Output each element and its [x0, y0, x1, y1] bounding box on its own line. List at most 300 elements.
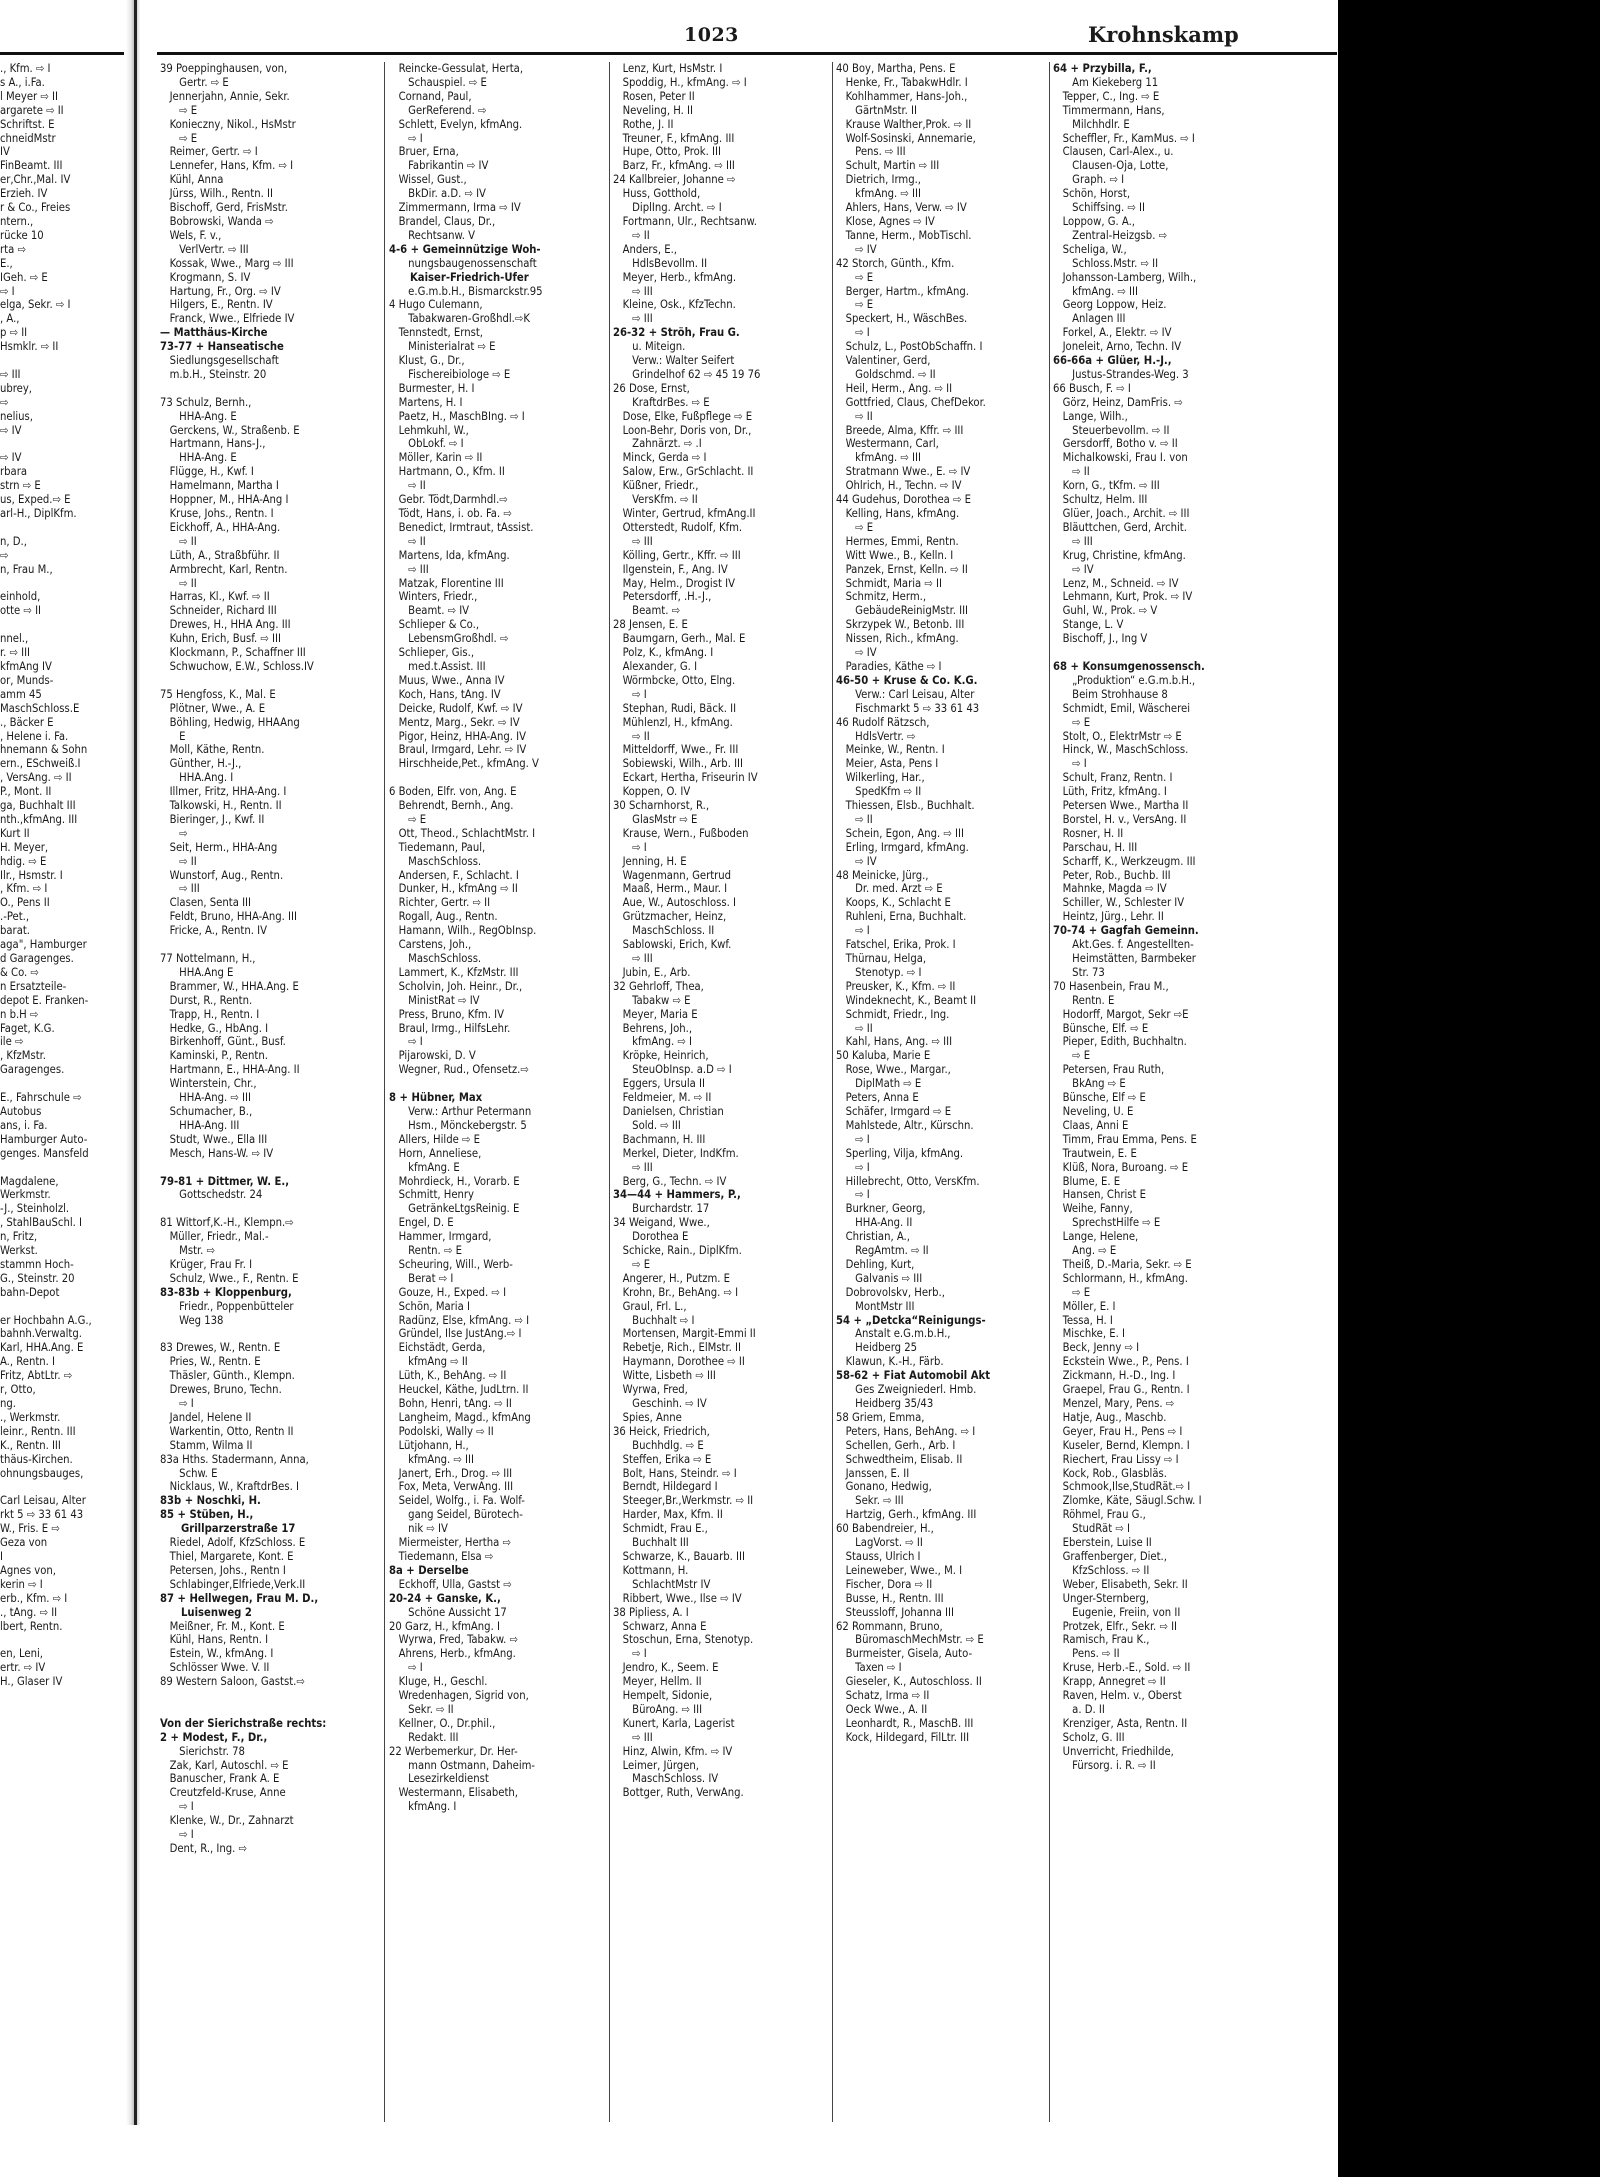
directory-entry-line: 20 Garz, H., kfmAng. I — [389, 1619, 500, 1633]
directory-entry-line: Kurt II — [0, 826, 30, 840]
directory-entry-line: 83b + Noschki, H. — [160, 1494, 261, 1508]
directory-entry-line: ⇨ I — [836, 924, 870, 938]
directory-entry-line: Behrendt, Bernh., Ang. — [389, 799, 514, 813]
scan-bottom-margin — [0, 2125, 1338, 2177]
directory-entry-line: Fricke, A., Rentn. IV — [160, 924, 267, 938]
directory-entry-line: Krohn, Br., BehAng. ⇨ I — [613, 1285, 739, 1299]
directory-entry-line: -J., Steinholzl. — [0, 1202, 70, 1216]
directory-entry-line: Tiedemann, Elsa ⇨ — [389, 1549, 494, 1563]
directory-entry-line: Dunker, H., kfmAng ⇨ II — [389, 882, 518, 896]
directory-entry-line: Fritz, AbtLtr. ⇨ — [0, 1369, 73, 1383]
directory-entry-line: Dobrovolskv, Herb., — [836, 1285, 945, 1299]
directory-entry-line: kfmAng. ⇨ I — [613, 1035, 692, 1049]
directory-entry-line: Witt Wwe., B., Kelln. I — [836, 548, 954, 562]
directory-entry-line: Lange, Helene, — [1053, 1230, 1139, 1244]
directory-entry-line — [160, 1689, 380, 1703]
directory-entry-line: HdlsVertr. ⇨ — [836, 729, 916, 743]
directory-entry-line: Neveling, H. II — [613, 103, 693, 117]
directory-entry-line: ⇨ IV — [1053, 562, 1094, 576]
directory-entry-line: Winters, Friedr., — [389, 590, 478, 604]
directory-entry-line: ⇨ III — [0, 367, 21, 381]
directory-entry-line: Dr. med. Arzt ⇨ E — [836, 882, 943, 896]
directory-entry-line: Huss, Gotthold, — [613, 187, 701, 201]
directory-entry-line: Dose, Elke, Fußpflege ⇨ E — [613, 409, 753, 423]
directory-entry-line: Richter, Gertr. ⇨ II — [389, 896, 491, 910]
directory-entry-line: Rentn. E — [1053, 993, 1115, 1007]
directory-entry-line: Tabakw ⇨ E — [613, 993, 691, 1007]
directory-entry-line: Studt, Wwe., Ella III — [160, 1132, 268, 1146]
directory-entry-line: ⇨ E — [160, 131, 198, 145]
directory-entry-line: Schön, Maria I — [389, 1299, 470, 1313]
directory-entry-line: ⇨ E — [1053, 1285, 1091, 1299]
directory-entry-line: BkDir. a.D. ⇨ IV — [389, 187, 486, 201]
directory-entry-line: Hansen, Christ E — [1053, 1188, 1147, 1202]
directory-entry-line: Am Kiekeberg 11 — [1053, 75, 1159, 89]
directory-entry-line: a. D. II — [1053, 1702, 1105, 1716]
directory-entry-line: ⇨ III — [160, 882, 200, 896]
directory-entry-line — [160, 1327, 380, 1341]
directory-entry-line: Lüth, K., BehAng. ⇨ II — [389, 1369, 507, 1383]
directory-entry-line: Schulz, L., PostObSchaffn. I — [836, 340, 983, 354]
directory-entry-line: Mitteldorff, Wwe., Fr. III — [613, 743, 739, 757]
directory-entry-line: kfmAng. I — [389, 1800, 457, 1814]
directory-entry-line: Meier, Asta, Pens I — [836, 757, 939, 771]
directory-entry-line: Nissen, Rich., kfmAng. — [836, 632, 959, 646]
directory-entry-line: Eugenie, Freiin, von II — [1053, 1605, 1181, 1619]
directory-entry-line: Flügge, H., Kwf. I — [160, 465, 254, 479]
directory-entry-line: Blume, E. E — [1053, 1174, 1121, 1188]
directory-entry-line: Theiß, D.-Maria, Sekr. ⇨ E — [1053, 1257, 1192, 1271]
directory-entry-line: Zickmann, H.-D., Ing. I — [1053, 1369, 1176, 1383]
directory-entry-line: HHA.Ang E — [160, 965, 234, 979]
directory-entry-line: Anlagen III — [1053, 312, 1126, 326]
directory-entry-line: Pries, W., Rentn. E — [160, 1355, 261, 1369]
directory-entry-line: Garagenges. — [0, 1063, 65, 1077]
directory-entry-line: Estein, W., kfmAng. I — [160, 1647, 274, 1661]
directory-entry-line: Scholz, G. III — [1053, 1730, 1125, 1744]
directory-entry-line: Schwarze, K., Bauarb. III — [613, 1549, 745, 1563]
directory-entry-line: Erling, Irmgard, kfmAng. — [836, 840, 969, 854]
directory-entry-line: ⇨ II — [160, 534, 197, 548]
directory-entry-line: Grindelhof 62 ⇨ 45 19 76 — [613, 367, 761, 381]
directory-entry-line: ubrey, — [0, 381, 33, 395]
directory-entry-line: Rebetje, Rich., ElMstr. II — [613, 1341, 741, 1355]
directory-entry-line: Steuerbevollm. ⇨ II — [1053, 423, 1170, 437]
directory-entry-line: Ramisch, Frau K., — [1053, 1633, 1150, 1647]
directory-entry-line: Windeknecht, K., Beamt II — [836, 993, 977, 1007]
directory-entry-line: MaschSchloss.E — [0, 701, 80, 715]
directory-entry-line: Wyrwa, Fred, Tabakw. ⇨ — [389, 1633, 518, 1647]
directory-entry-line: Milchhdlr. E — [1053, 117, 1130, 131]
directory-entry-line: ⇨ III — [613, 312, 653, 326]
directory-entry-line: chneidMstr — [0, 131, 56, 145]
directory-entry-line: ⇨ II — [836, 1021, 873, 1035]
directory-entry-line: n b.H ⇨ — [0, 1007, 39, 1021]
directory-entry-line: 28 Jensen, E. E — [613, 618, 688, 632]
directory-entry-line: strn ⇨ E — [0, 479, 41, 493]
directory-entry-line — [0, 1161, 124, 1175]
directory-entry-line: 34 Weigand, Wwe., — [613, 1216, 710, 1230]
directory-entry-line: ⇨ E — [836, 298, 874, 312]
directory-entry-line: kfmAng IV — [0, 659, 52, 673]
directory-entry-line: Rogall, Aug., Rentn. — [389, 910, 498, 924]
page-number: 1023 — [684, 24, 739, 46]
directory-entry-line: Wyrwa, Fred, — [613, 1383, 688, 1397]
directory-entry-line: E., Fahrschule ⇨ — [0, 1091, 82, 1105]
directory-entry-line: Schiffsing. ⇨ II — [1053, 201, 1145, 215]
directory-entry-line: Wagenmann, Gertrud — [613, 868, 732, 882]
directory-entry-line: Schult, Franz, Rentn. I — [1053, 771, 1173, 785]
directory-entry-line: 46 Rudolf Rätzsch, — [836, 715, 930, 729]
directory-entry-line: Kölling, Gertr., Kffr. ⇨ III — [613, 548, 741, 562]
directory-entry-line: einhold, — [0, 590, 41, 604]
directory-entry-line: Schlieper, Gis., — [389, 646, 475, 660]
directory-entry-line: VerlVertr. ⇨ III — [160, 242, 249, 256]
directory-entry-line: Peters, Hans, BehAng. ⇨ I — [836, 1424, 976, 1438]
directory-entry-line: Hamann, Wilh., RegObInsp. — [389, 924, 537, 938]
directory-entry-line: 50 Kaluba, Marie E — [836, 1049, 931, 1063]
directory-entry-line: Bottger, Ruth, VerwAng. — [613, 1786, 744, 1800]
directory-entry-line: Treuner, F., kfmAng. III — [613, 131, 735, 145]
directory-entry-line — [0, 577, 124, 591]
directory-entry-line: Meyer, Maria E — [613, 1007, 698, 1021]
column-rule — [384, 62, 385, 2122]
directory-entry-line: ⇨ II — [1053, 465, 1090, 479]
directory-entry-line: Graul, Frl. L., — [613, 1299, 687, 1313]
directory-entry-line: Tennstedt, Ernst, — [389, 326, 483, 340]
directory-entry-line: Burchardstr. 17 — [613, 1202, 710, 1216]
directory-entry-line: Fürsorg. i. R. ⇨ II — [1053, 1758, 1156, 1772]
directory-entry-line: Kock, Hildegard, FilLtr. III — [836, 1730, 970, 1744]
directory-entry-line: Loppow, G. A., — [1053, 214, 1135, 228]
directory-entry-line: Anstalt e.G.m.b.H., — [836, 1327, 951, 1341]
directory-entry-line: Westermann, Carl, — [836, 437, 939, 451]
directory-entry-line: Steeger,Br.,Werkmstr. ⇨ II — [613, 1494, 754, 1508]
directory-entry-line: ⇨ II — [836, 812, 873, 826]
directory-entry-line — [160, 1161, 380, 1175]
directory-entry-line: bahn-Depot — [0, 1285, 60, 1299]
directory-entry-line: er,Chr.,Mal. IV — [0, 173, 71, 187]
directory-entry-line: Lehmkuhl, W., — [389, 423, 469, 437]
directory-entry-line: Ott, Theod., SchlachtMstr. I — [389, 826, 536, 840]
directory-entry-line: 2 + Modest, F., Dr., — [160, 1730, 268, 1744]
directory-entry-line: 64 + Przybilla, F., — [1053, 62, 1152, 75]
directory-entry-line: Timm, Frau Emma, Pens. E — [1053, 1132, 1197, 1146]
directory-entry-line: 66 Busch, F. ⇨ I — [1053, 381, 1131, 395]
directory-entry-line — [0, 1480, 124, 1494]
directory-entry-line: depot E. Franken- — [0, 993, 89, 1007]
directory-entry-line: MaschSchloss. IV — [613, 1772, 719, 1786]
directory-entry-line: Beck, Jenny ⇨ I — [1053, 1341, 1140, 1355]
directory-entry-line: ObLokf. ⇨ I — [389, 437, 464, 451]
directory-entry-line: Valentiner, Gerd, — [836, 354, 931, 368]
directory-entry-line: Alexander, G. I — [613, 659, 698, 673]
directory-entry-line: Bruer, Erna, — [389, 145, 459, 159]
directory-entry-line: Geschinh. ⇨ IV — [613, 1397, 707, 1410]
directory-entry-line: ⇨ III — [613, 284, 653, 298]
directory-entry-line: Heintz, Jürg., Lehr. II — [1053, 910, 1164, 924]
directory-entry-line: 8 + Hübner, Max — [389, 1091, 483, 1105]
directory-entry-line: ⇨ E — [389, 812, 427, 826]
directory-entry-line: 75 Hengfoss, K., Mal. E — [160, 687, 276, 701]
directory-entry-line: Borstel, H. v., VersAng. II — [1053, 812, 1187, 826]
directory-entry-line: Scharff, K., Werkzeugm. III — [1053, 854, 1196, 868]
directory-entry-line: HHA.Ang. I — [160, 771, 234, 785]
directory-entry-line: n, Frau M., — [0, 562, 53, 576]
directory-entry-line: en, Leni, — [0, 1647, 43, 1661]
directory-entry-line: Loon-Behr, Doris von, Dr., — [613, 423, 752, 437]
directory-entry-line: Tabakwaren-Großhdl.⇨K — [389, 312, 530, 326]
directory-entry-line: Rothe, J. II — [613, 117, 674, 131]
directory-entry-line: 34—44 + Hammers, P., — [613, 1188, 741, 1202]
directory-entry-line: Burmeister, Gisela, Auto- — [836, 1647, 973, 1661]
directory-entry-line: Kock, Rob., Glasbläs. — [1053, 1466, 1167, 1480]
directory-entry-line: Lesezirkeldienst — [389, 1772, 489, 1786]
directory-entry-line: Gersdorff, Botho v. ⇨ II — [1053, 437, 1178, 451]
directory-entry-line: Hinck, W., MaschSchloss. — [1053, 743, 1189, 757]
directory-entry-line: 30 Scharnhorst, R., — [613, 799, 710, 813]
directory-entry-line: Ang. ⇨ E — [1053, 1244, 1117, 1258]
directory-entry-line: ⇨ IV — [0, 423, 22, 437]
directory-entry-line: W., Fris. E ⇨ — [0, 1522, 60, 1536]
directory-entry-line: 42 Storch, Günth., Kfm. — [836, 256, 955, 270]
directory-entry-line: barat. — [0, 924, 31, 938]
directory-entry-line: Pigor, Heinz, HHA-Ang. IV — [389, 729, 526, 743]
directory-entry-line: Miermeister, Hertha ⇨ — [389, 1536, 511, 1550]
directory-entry-line: E., — [0, 256, 13, 270]
directory-entry-line: ertr. ⇨ IV — [0, 1661, 46, 1675]
directory-entry-line: Mstr. ⇨ — [160, 1244, 215, 1258]
directory-entry-line: Schellen, Gerh., Arb. I — [836, 1438, 956, 1452]
directory-entry-line: 8a + Derselbe — [389, 1563, 469, 1577]
directory-entry-line: n, D., — [0, 534, 27, 548]
directory-entry-line: „Produktion“ e.G.m.b.H., — [1053, 673, 1196, 687]
scan-border — [1338, 0, 1600, 2177]
directory-entry-line: FinBeamt. III — [0, 159, 63, 173]
directory-entry-line: Kuhn, Erich, Busf. ⇨ III — [160, 632, 281, 646]
directory-entry-line: Autobus — [0, 1104, 42, 1118]
directory-entry-line: Jürss, Wilh., Rentn. II — [160, 187, 273, 201]
directory-entry-line: 87 + Hellwegen, Frau M. D., — [160, 1591, 319, 1605]
directory-entry-line: Kühl, Hans, Rentn. I — [160, 1633, 269, 1647]
directory-entry-line: G., Steinstr. 20 — [0, 1271, 75, 1285]
page-gutter — [126, 0, 140, 2125]
directory-entry-line: Karl, HHA.Ang. E — [0, 1341, 84, 1355]
directory-entry-line: , StahlBauSchl. I — [0, 1216, 82, 1230]
directory-entry-line: Verw.: Carl Leisau, Alter — [836, 687, 975, 701]
directory-entry-line: Clasen, Senta III — [160, 896, 251, 910]
directory-entry-line: Röhmel, Frau G., — [1053, 1508, 1146, 1522]
directory-entry-line: Georg Loppow, Heiz. — [1053, 298, 1167, 312]
directory-entry-line: Peter, Rob., Buchb. III — [1053, 868, 1171, 882]
directory-entry-line: Krause, Wern., Fußboden — [613, 826, 749, 840]
directory-entry-line: ⇨ — [160, 826, 188, 840]
directory-entry-line: Anders, E., — [613, 242, 677, 256]
directory-entry-line: Sold. ⇨ III — [613, 1118, 681, 1132]
directory-entry-line: r & Co., Freies — [0, 201, 71, 215]
directory-entry-line: nungsbaugenossenschaft — [389, 256, 537, 270]
directory-entry-line: ⇨ III — [613, 534, 653, 548]
directory-entry-line: Kohlhammer, Hans-Joh., — [836, 89, 968, 103]
directory-entry-line: Wörmbcke, Otto, Elng. — [613, 673, 736, 687]
directory-entry-line: Tanne, Herm., MobTischl. — [836, 228, 972, 242]
directory-entry-line: r. ⇨ III — [0, 646, 31, 660]
directory-entry-line: Klust, G., Dr., — [389, 354, 465, 368]
directory-column-2 — [389, 62, 607, 2122]
directory-entry-line: Hinz, Alwin, Kfm. ⇨ IV — [613, 1744, 733, 1758]
directory-entry-line: Bünsche, Elf ⇨ E — [1053, 1091, 1146, 1105]
column-rule — [1049, 62, 1050, 2122]
directory-entry-line: ⇨ I — [160, 1828, 194, 1842]
directory-entry-line: Sobiewski, Wilh., Arb. III — [613, 757, 743, 771]
directory-entry-line: RegAmtm. ⇨ II — [836, 1244, 929, 1258]
directory-entry-line: Justus-Strandes-Weg. 3 — [1053, 367, 1189, 381]
directory-entry-line: Ohlrich, H., Techn. ⇨ IV — [836, 479, 962, 493]
directory-entry-line: Armbrecht, Karl, Rentn. — [160, 562, 288, 576]
directory-entry-line: Brammer, W., HHA.Ang. E — [160, 979, 299, 993]
directory-entry-line: Lenz, Kurt, HsMstr. I — [613, 62, 723, 75]
directory-entry-line: Preusker, K., Kfm. ⇨ II — [836, 979, 956, 993]
directory-entry-line: Schlösser Wwe. V. II — [160, 1661, 270, 1675]
directory-entry-line: Magdalene, — [0, 1174, 59, 1188]
directory-entry-line: nelius, — [0, 409, 33, 423]
directory-entry-line: , A., — [0, 312, 20, 326]
directory-entry-line — [0, 618, 124, 632]
directory-entry-line: Fischereibiologe ⇨ E — [389, 367, 511, 381]
directory-entry-line: 73-77 + Hanseatische — [160, 340, 284, 354]
directory-entry-line: Podolski, Wally ⇨ II — [389, 1424, 494, 1438]
directory-entry-line: Carstens, Joh., — [389, 938, 472, 952]
directory-entry-line: ., Werkmstr. — [0, 1410, 61, 1424]
directory-entry-line: aga", Hamburger — [0, 938, 87, 952]
directory-entry-line: Eckart, Hertha, Friseurin IV — [613, 771, 758, 785]
directory-entry-line: Lammert, K., KfzMstr. III — [389, 965, 519, 979]
directory-entry-line: Klawun, K.-H., Färb. — [836, 1355, 944, 1369]
directory-entry-line: Buchhalt ⇨ I — [613, 1313, 695, 1327]
directory-entry-line: Schauspiel. ⇨ E — [389, 75, 487, 89]
directory-entry-line: Joneleit, Arno, Techn. IV — [1053, 340, 1182, 354]
directory-entry-line: GerReferend. ⇨ — [389, 103, 487, 117]
directory-entry-line: Kleine, Osk., KfzTechn. — [613, 298, 736, 312]
directory-entry-line: ⇨ III — [613, 1730, 653, 1744]
directory-entry-line: Glüer, Joach., Archit. ⇨ III — [1053, 507, 1190, 520]
directory-entry-line: kfmAng. ⇨ III — [836, 451, 921, 465]
directory-entry-line: KraftdrBes. ⇨ E — [613, 395, 710, 409]
directory-entry-line: ⇨ II — [160, 854, 197, 868]
directory-entry-line: 58-62 + Fiat Automobil Akt — [836, 1369, 991, 1383]
directory-entry-line — [160, 938, 380, 952]
directory-entry-line: stammn Hoch- — [0, 1257, 74, 1271]
directory-entry-line: Langheim, Magd., kfmAng — [389, 1410, 531, 1424]
directory-entry-line: Klockmann, P., Schaffner III — [160, 646, 306, 660]
directory-entry-line: Heidberg 35/43 — [836, 1397, 934, 1410]
directory-entry-line: Panzek, Ernst, Kelln. ⇨ II — [836, 562, 968, 576]
directory-entry-line: Pieper, Edith, Buchhaltn. — [1053, 1035, 1187, 1049]
directory-entry-line: Beim Strohhause 8 — [1053, 687, 1168, 701]
directory-entry-line: Drewes, H., HHA Ang. III — [160, 618, 291, 632]
directory-entry-line: Zentral-Heizgsb. ⇨ — [1053, 228, 1168, 242]
directory-entry-line: Gertr. ⇨ E — [160, 75, 229, 89]
directory-entry-line: 85 + Stüben, H., — [160, 1508, 254, 1522]
directory-entry-line: Kröpke, Heinrich, — [613, 1049, 709, 1063]
directory-entry-line: Gerckens, W., Straßenb. E — [160, 423, 300, 437]
directory-entry-line: Banuscher, Frank A. E — [160, 1772, 280, 1786]
directory-entry-line: Meinke, W., Rentn. I — [836, 743, 945, 757]
directory-entry-line: Ilgenstein, F., Ang. IV — [613, 562, 728, 576]
directory-entry-line: Schmidt, Emil, Wäscherei — [1053, 701, 1191, 715]
directory-entry-line: Neveling, U. E — [1053, 1104, 1134, 1118]
directory-entry-line: Janert, Erh., Drog. ⇨ III — [389, 1466, 513, 1480]
directory-entry-line: DiplMath ⇨ E — [836, 1077, 922, 1091]
directory-entry-line: Hamelmann, Martha I — [160, 479, 279, 493]
gutter-line — [134, 0, 137, 2125]
directory-entry-line: argarete ⇨ II — [0, 103, 64, 117]
directory-entry-line: Angerer, H., Putzm. E — [613, 1271, 731, 1285]
directory-entry-line: Schiller, W., Schlester IV — [1053, 896, 1185, 910]
directory-entry-line: Horn, Anneliese, — [389, 1146, 482, 1160]
directory-entry-line: Raven, Helm. v., Oberst — [1053, 1689, 1182, 1703]
directory-entry-line: Sekr. ⇨ III — [836, 1494, 904, 1508]
directory-entry-line: Schulz, Wwe., F., Rentn. E — [160, 1271, 299, 1285]
directory-entry-line: Spies, Anne — [613, 1410, 682, 1424]
directory-entry-line: Pens. ⇨ II — [1053, 1647, 1120, 1661]
directory-entry-line: 4 Hugo Culemann, — [389, 298, 483, 312]
directory-entry-line: Timmermann, Hans, — [1053, 103, 1165, 117]
directory-entry-line: Clausen, Carl-Alex., u. — [1053, 145, 1174, 159]
directory-entry-line: Winterstein, Chr., — [160, 1077, 257, 1091]
directory-entry-line: Rose, Wwe., Margar., — [836, 1063, 951, 1077]
directory-entry-line: erb., Kfm. ⇨ I — [0, 1591, 68, 1605]
directory-entry-line: Kluge, H., Geschl. — [389, 1675, 488, 1689]
directory-entry-line: 68 + Konsumgenossensch. — [1053, 659, 1205, 673]
directory-entry-line: kfmAng. E — [389, 1160, 460, 1174]
directory-entry-line: Klüß, Nora, Buroang. ⇨ E — [1053, 1160, 1189, 1174]
directory-entry-line: ⇨ I — [613, 687, 647, 701]
directory-entry-line: Bachmann, H. III — [613, 1132, 706, 1146]
directory-entry-line: Salow, Erw., GrSchlacht. II — [613, 465, 754, 479]
directory-entry-line: Sablowski, Erich, Kwf. — [613, 938, 732, 952]
directory-entry-line: Verw.: Arthur Petermann — [389, 1104, 532, 1118]
directory-entry-line — [160, 674, 380, 688]
directory-entry-line: Möller, Karin ⇨ II — [389, 451, 483, 465]
directory-entry-line: Durst, R., Rentn. — [160, 993, 253, 1007]
directory-entry-line: Reincke-Gessulat, Herta, — [389, 62, 524, 75]
directory-entry-line: Von der Sierichstraße rechts: — [160, 1716, 327, 1730]
directory-entry-line: Hartzig, Gerh., kfmAng. III — [836, 1508, 977, 1522]
directory-entry-line: Nicklaus, W., KraftdrBes. I — [160, 1480, 299, 1494]
directory-entry-line: Mahlstede, Altr., Kürschn. — [836, 1118, 974, 1132]
directory-entry-line: 26-32 + Ströh, Frau G. — [613, 326, 740, 340]
directory-entry-line: Ribbert, Wwe., Ilse ⇨ IV — [613, 1591, 742, 1605]
directory-entry-line: Luisenweg 2 — [160, 1605, 252, 1619]
directory-entry-line: Feldmeier, M. ⇨ II — [613, 1091, 712, 1105]
directory-entry-line: Behrens, Joh., — [613, 1021, 693, 1035]
directory-entry-line: 66-66a + Glüer, H.-J., — [1053, 354, 1172, 368]
directory-entry-line: Fischmarkt 5 ⇨ 33 61 43 — [836, 701, 980, 715]
directory-entry-line: 73 Schulz, Bernh., — [160, 395, 252, 409]
directory-entry-line: Schäfer, Irmgard ⇨ E — [836, 1104, 952, 1118]
directory-entry-line: Schmidt, Frau E., — [613, 1522, 708, 1536]
directory-entry-line: Gieseler, K., Autoschloss. II — [836, 1675, 982, 1689]
directory-entry-line: ⇨ E — [1053, 715, 1091, 729]
directory-entry-line: Graepel, Frau G., Rentn. I — [1053, 1383, 1190, 1397]
directory-entry-line: Werkmstr. — [0, 1188, 51, 1202]
directory-entry-line: 26 Dose, Ernst, — [613, 381, 690, 395]
directory-entry-line: Ges Zweigniederl. Hmb. — [836, 1383, 977, 1397]
left-page-column — [0, 62, 124, 2122]
directory-entry-line: Grützmacher, Heinz, — [613, 910, 727, 924]
directory-entry-line: Hsm., Mönckebergstr. 5 — [389, 1118, 527, 1132]
